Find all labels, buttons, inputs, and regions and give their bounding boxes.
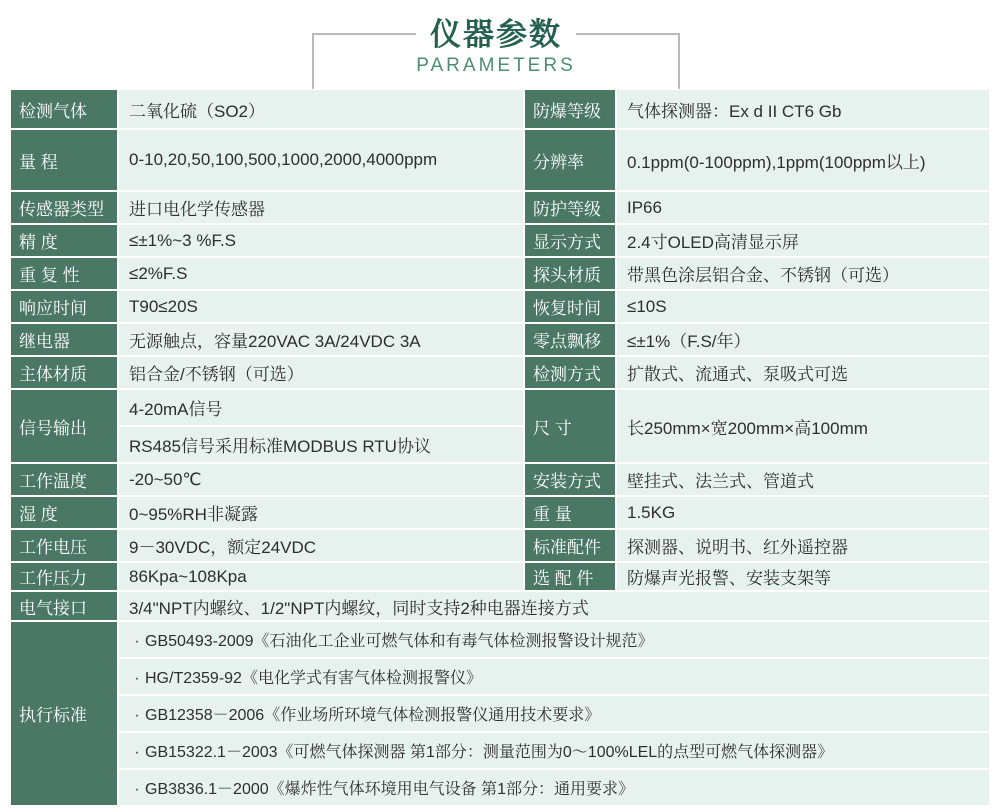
spec-value-cell: 9－30VDC，额定24VDC: [119, 530, 523, 561]
spec-value-cell: 二氧化硫（SO2）: [119, 90, 523, 128]
spec-label-cell: 重 量: [525, 497, 615, 528]
spec-value-cell: 扩散式、流通式、泵吸式可选: [617, 357, 989, 388]
spec-label-cell: 标准配件: [525, 530, 615, 561]
bullet-icon: ·: [134, 781, 140, 798]
table-row: [11, 622, 989, 657]
spec-label-cell: 显示方式: [525, 225, 615, 256]
spec-value-cell: 1.5KG: [617, 497, 989, 528]
spec-value-cell: T90≤20S: [119, 291, 523, 322]
spec-value-cell: ≤2%F.S: [119, 258, 523, 289]
table-row: [11, 390, 989, 425]
spec-label-cell: 工作温度: [11, 464, 117, 495]
table-row: [11, 696, 989, 731]
table-row: [11, 497, 989, 528]
bullet-icon: ·: [134, 670, 140, 687]
table-row: [11, 530, 989, 561]
table-row: [11, 770, 989, 805]
spec-value-cell: 壁挂式、法兰式、管道式: [617, 464, 989, 495]
standards-label: 执行标准: [11, 622, 117, 805]
spec-value-cell: -20~50℃: [119, 464, 523, 495]
spec-label-cell: 分辨率: [525, 130, 615, 190]
spec-label-cell: 主体材质: [11, 357, 117, 388]
page-subtitle: PARAMETERS: [416, 55, 576, 76]
spec-label-cell: 探头材质: [525, 258, 615, 289]
spec-label-cell: 检测气体: [11, 90, 117, 128]
table-row: [11, 592, 989, 620]
spec-label-cell: 湿 度: [11, 497, 117, 528]
spec-value-cell: ≤10S: [617, 291, 989, 322]
table-row: [11, 258, 989, 289]
table-row: [11, 324, 989, 355]
table-row: [11, 659, 989, 694]
spec-label-cell: 恢复时间: [525, 291, 615, 322]
spec-value-cell: 探测器、说明书、红外遥控器: [617, 530, 989, 561]
page-title: 仪器参数: [416, 9, 576, 54]
spec-value-cell: 气体探测器：Ex d II CT6 Gb: [617, 90, 989, 128]
spec-value-cell: ≤±1%~3 %F.S: [119, 225, 523, 256]
spec-value-cell: ≤±1%（F.S/年）: [617, 324, 989, 355]
spec-value-cell: 带黑色涂层铝合金、不锈钢（可选）: [617, 258, 989, 289]
signal-output-value-2: RS485信号采用标准MODBUS RTU协议: [119, 427, 523, 462]
parameters-table: [9, 88, 991, 807]
standard-item: [119, 770, 989, 805]
bullet-icon: ·: [134, 633, 140, 650]
spec-value-cell: 0~95%RH非凝露: [119, 497, 523, 528]
spec-value-cell: 0.1ppm(0-100ppm),1ppm(100ppm以上): [617, 130, 989, 190]
signal-output-label: 信号输出: [11, 390, 117, 462]
spec-value-cell: 2.4寸OLED高清显示屏: [617, 225, 989, 256]
spec-label-cell: 传感器类型: [11, 192, 117, 223]
dimensions-label: 尺 寸: [525, 390, 615, 462]
table-row: [11, 464, 989, 495]
spec-label-cell: 工作压力: [11, 563, 117, 590]
standard-text: HG/T2359-92《电化学式有害气体检测报警仪》: [145, 670, 482, 687]
spec-label-cell: 零点飘移: [525, 324, 615, 355]
spec-value-cell: IP66: [617, 192, 989, 223]
standard-text: GB3836.1－2000《爆炸性气体环境用电气设备 第1部分：通用要求》: [145, 781, 634, 798]
spec-label-cell: 响应时间: [11, 291, 117, 322]
spec-label-cell: 量 程: [11, 130, 117, 190]
table-row: [11, 192, 989, 223]
spec-value-cell: 铝合金/不锈钢（可选）: [119, 357, 523, 388]
standard-text: GB50493-2009《石油化工企业可燃气体和有毒气体检测报警设计规范》: [145, 633, 654, 650]
spec-label-cell: 防爆等级: [525, 90, 615, 128]
table-row: [11, 357, 989, 388]
table-row: [11, 90, 989, 128]
standard-item: [119, 696, 989, 731]
spec-label-cell: 选 配 件: [525, 563, 615, 590]
bullet-icon: ·: [134, 707, 140, 724]
bullet-icon: ·: [134, 744, 140, 761]
spec-label-cell: 工作电压: [11, 530, 117, 561]
table-row: [11, 733, 989, 768]
electrical-interface-value: 3/4"NPT内螺纹、1/2"NPT内螺纹，同时支持2种电器连接方式: [119, 592, 989, 620]
spec-label-cell: 继电器: [11, 324, 117, 355]
dimensions-value: 长250mm×宽200mm×高100mm: [617, 390, 989, 462]
spec-label-cell: 检测方式: [525, 357, 615, 388]
spec-label-cell: 精 度: [11, 225, 117, 256]
standard-text: GB12358－2006《作业场所环境气体检测报警仪通用技术要求》: [145, 707, 601, 724]
table-row: [11, 563, 989, 590]
standard-item: [119, 622, 989, 657]
spec-value-cell: 0-10,20,50,100,500,1000,2000,4000ppm: [119, 130, 523, 190]
signal-output-value-1: 4-20mA信号: [119, 390, 523, 425]
spec-label-cell: 重 复 性: [11, 258, 117, 289]
standard-item: [119, 733, 989, 768]
spec-label-cell: 安装方式: [525, 464, 615, 495]
spec-value-cell: 86Kpa~108Kpa: [119, 563, 523, 590]
title-bracket: [312, 16, 680, 89]
spec-value-cell: 进口电化学传感器: [119, 192, 523, 223]
table-row: [11, 291, 989, 322]
table-row: [11, 130, 989, 190]
spec-label-cell: 防护等级: [525, 192, 615, 223]
standard-text: GB15322.1－2003《可燃气体探测器 第1部分：测量范围为0～100%LEL的点型可燃气体探测器》: [145, 744, 834, 761]
electrical-interface-label: 电气接口: [11, 592, 117, 620]
spec-value-cell: 防爆声光报警、安装支架等: [617, 563, 989, 590]
spec-value-cell: 无源触点，容量220VAC 3A/24VDC 3A: [119, 324, 523, 355]
table-row: [11, 225, 989, 256]
standard-item: [119, 659, 989, 694]
